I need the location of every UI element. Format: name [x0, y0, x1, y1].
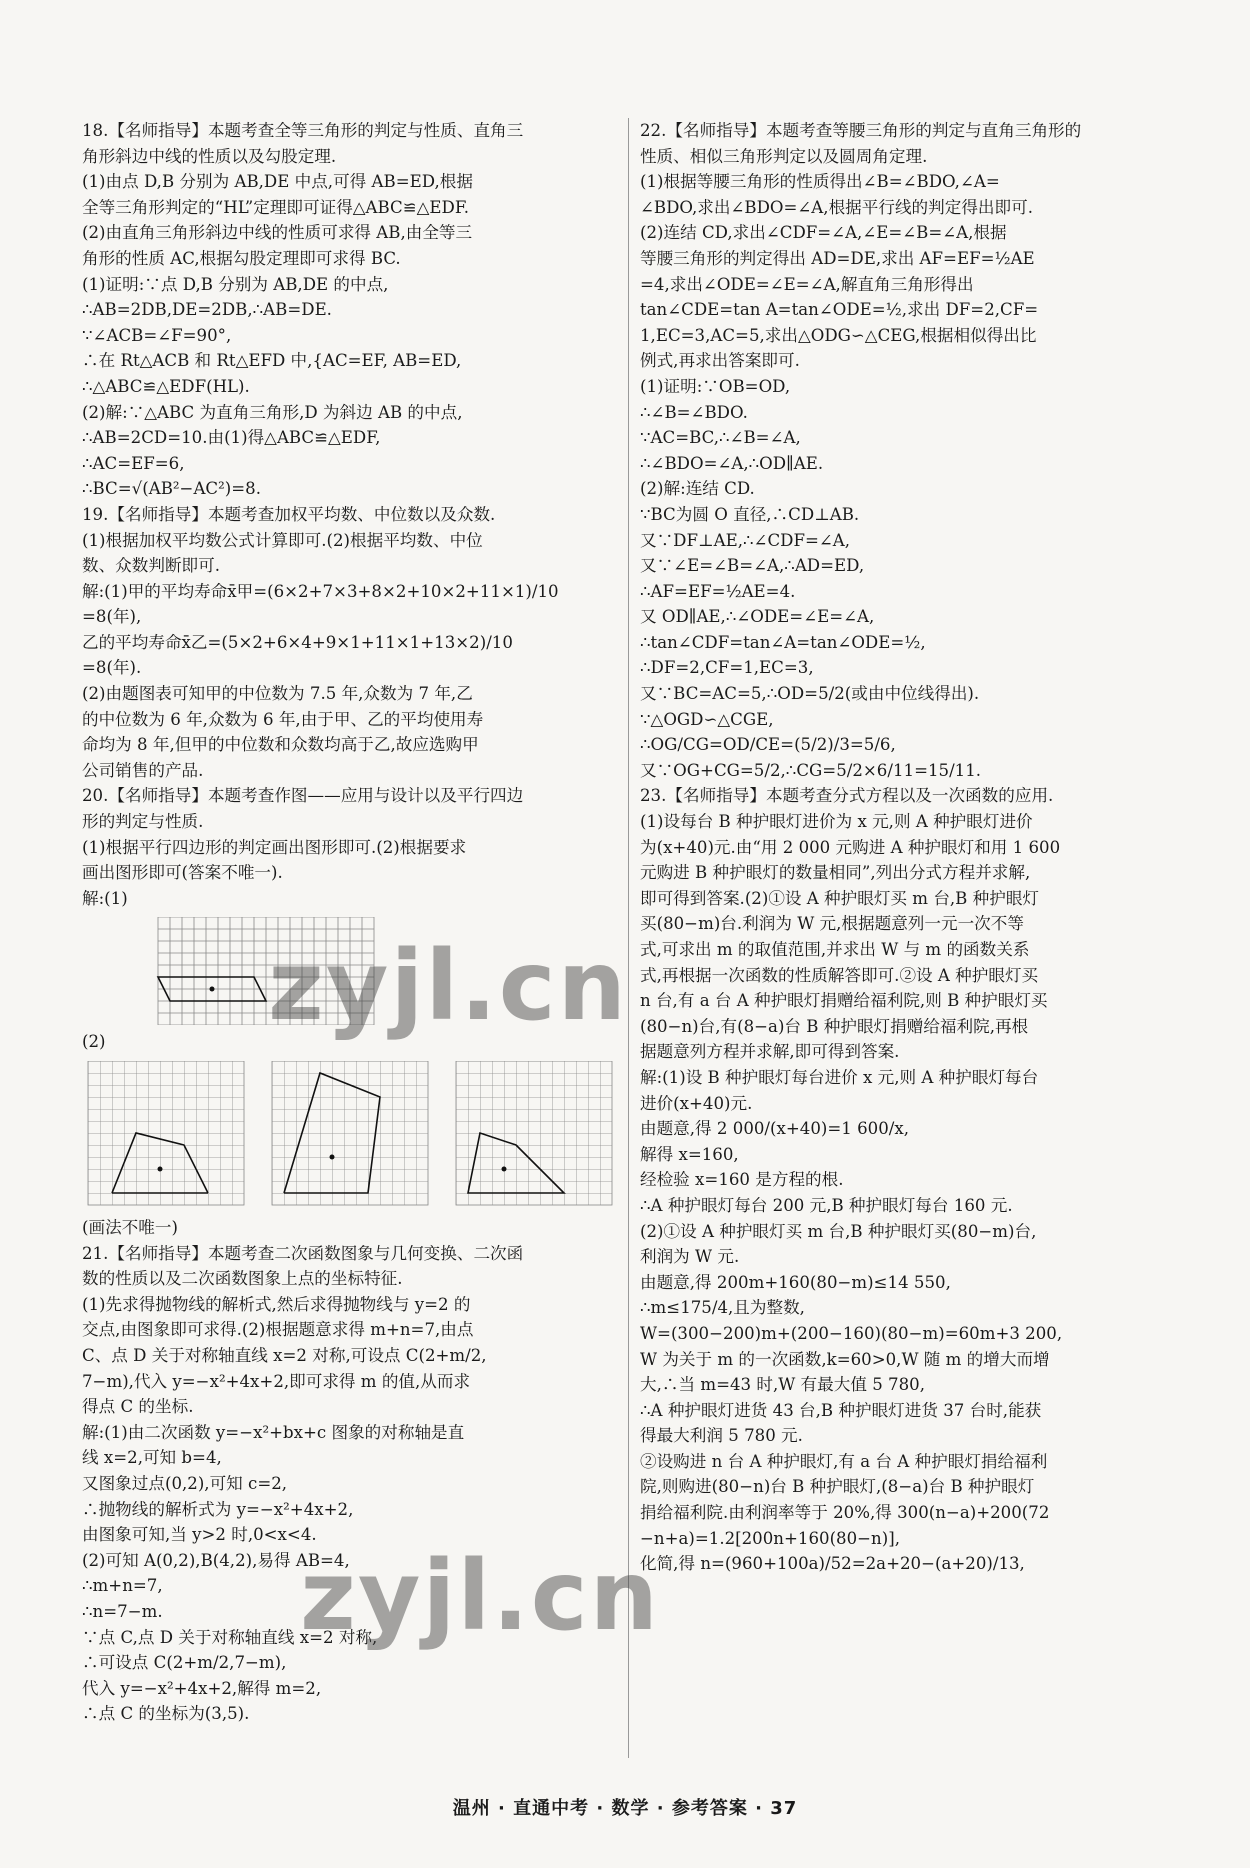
- text-line: 又∵BC=AC=5,∴OD=5/2(或由中位线得出).: [640, 684, 980, 704]
- text-line: (2)由题图表可知甲的中位数为 7.5 年,众数为 7 年,乙: [82, 684, 473, 704]
- text-line: ∴可设点 C(2+m/2,7−m),: [82, 1653, 287, 1673]
- question-20-part2-label: [82, 1029, 620, 1055]
- figure-20-part2: [82, 1061, 620, 1211]
- text-line: ∴BC=√(AB²−AC²)=8.: [82, 479, 261, 499]
- text-line: 1,EC=3,AC=5,求出△ODG∽△CEG,根据相似得出比: [640, 325, 1037, 345]
- text-line: 角形斜边中线的性质以及勾股定理.: [82, 146, 337, 166]
- question-20: [82, 783, 620, 911]
- text-line: 得点 C 的坐标.: [82, 1397, 194, 1417]
- text-line: ∴△ABC≌△EDF(HL).: [82, 376, 250, 396]
- text-line: 画出图形即可(答案不唯一).: [82, 863, 283, 883]
- text-line: 式,再根据一次函数的性质解答即可.②设 A 种护眼灯买: [640, 965, 1039, 985]
- text-line: (2)解:∵△ABC 为直角三角形,D 为斜边 AB 的中点,: [82, 402, 463, 422]
- text-line: 7−m),代入 y=−x²+4x+2,即可求得 m 的值,从而求: [82, 1371, 471, 1391]
- text-line: 据题意列方程并求解,即可得到答案.: [640, 1042, 900, 1062]
- text-line: 利润为 W 元.: [640, 1247, 740, 1267]
- text-line: (1)证明:∵点 D,B 分别为 AB,DE 的中点,: [82, 274, 389, 294]
- grid-figures-2: [82, 1061, 622, 1211]
- text-line: 形的判定与性质.: [82, 812, 204, 832]
- right-column: [640, 118, 1180, 1577]
- text-line: 为(x+40)元.由“用 2 000 元购进 A 种护眼灯和用 1 600: [640, 837, 1061, 857]
- text-line: (1)先求得抛物线的解析式,然后求得抛物线与 y=2 的: [82, 1294, 471, 1314]
- text-line: ∴AC=EF=6,: [82, 453, 185, 473]
- text-line: (画法不唯一): [82, 1218, 178, 1237]
- grid-b: [272, 1061, 428, 1205]
- text-line: 即可得到答案.(2)①设 A 种护眼灯买 m 台,B 种护眼灯: [640, 888, 1040, 908]
- grid-figure-1: [82, 917, 562, 1025]
- left-column: [82, 118, 620, 1727]
- text-line: 例式,再求出答案即可.: [640, 351, 800, 371]
- text-line: 公司销售的产品.: [82, 760, 204, 780]
- text-line: 化简,得 n=(960+100a)/52=2a+20−(a+20)/13,: [640, 1554, 1025, 1574]
- text-line: 代入 y=−x²+4x+2,解得 m=2,: [82, 1678, 322, 1698]
- text-line: 解得 x=160,: [640, 1144, 739, 1164]
- point-p: [210, 987, 215, 992]
- text-line: 23.【名师指导】本题考查分式方程以及一次函数的应用.: [640, 786, 1054, 806]
- text-line: (2): [82, 1032, 106, 1052]
- text-line: 交点,由图象即可求得.(2)根据题意求得 m+n=7,由点: [82, 1320, 474, 1340]
- watermark-top: zyjl.cn: [268, 930, 628, 1042]
- text-line: ∵点 C,点 D 关于对称轴直线 x=2 对称,: [82, 1627, 378, 1647]
- text-line: 的中位数为 6 年,众数为 6 年,由于甲、乙的平均使用寿: [82, 709, 484, 729]
- text-line: 22.【名师指导】本题考查等腰三角形的判定与直角三角形的: [640, 121, 1082, 140]
- text-line: 全等三角形判定的“HL”定理即可证得△ABC≌△EDF.: [82, 197, 470, 217]
- text-line: ∠BDO,求出∠BDO=∠A,根据平行线的判定得出即可.: [640, 197, 1033, 217]
- text-line: ∴n=7−m.: [82, 1601, 163, 1621]
- text-line: 19.【名师指导】本题考查加权平均数、中位数以及众数.: [82, 504, 496, 524]
- text-line: ②设购进 n 台 A 种护眼灯,有 a 台 A 种护眼灯捐给福利: [640, 1451, 1048, 1471]
- text-line: ∴∠B=∠BDO.: [640, 402, 748, 422]
- text-line: ∴∠BDO=∠A,∴OD∥AE.: [640, 453, 824, 473]
- text-line: 买(80−m)台.利润为 W 元,根据题意列一元一次不等: [640, 914, 1024, 934]
- text-line: (2)连结 CD,求出∠CDF=∠A,∠E=∠B=∠A,根据: [640, 223, 1007, 243]
- text-line: ∴AB=2CD=10.由(1)得△ABC≌△EDF,: [82, 428, 381, 448]
- text-line: ∴A 种护眼灯每台 200 元,B 种护眼灯每台 160 元.: [640, 1195, 1013, 1215]
- text-line: ∴A 种护眼灯进货 43 台,B 种护眼灯进货 37 台时,能获: [640, 1400, 1042, 1420]
- text-line: ∵△OGD∽△CGE,: [640, 709, 774, 729]
- text-line: 数的性质以及二次函数图象上点的坐标特征.: [82, 1269, 403, 1289]
- text-line: ∴在 Rt△ACB 和 Rt△EFD 中,{AC=EF, AB=ED,: [82, 351, 462, 371]
- question-20-note: [82, 1215, 620, 1241]
- question-18: [82, 118, 620, 502]
- text-line: 由题意,得 2 000/(x+40)=1 600/x,: [640, 1119, 909, 1139]
- text-line: tan∠CDE=tan A=tan∠ODE=½,求出 DF=2,CF=: [640, 300, 1039, 320]
- text-line: =8(年),: [82, 607, 142, 627]
- question-19: [82, 502, 620, 784]
- text-line: 21.【名师指导】本题考查二次函数图象与几何变换、二次函: [82, 1243, 524, 1263]
- text-line: ∴tan∠CDF=tan∠A=tan∠ODE=½,: [640, 632, 926, 652]
- text-line: ∵BC为圆 O 直径,∴CD⊥AB.: [640, 504, 860, 524]
- text-line: ∵AC=BC,∴∠B=∠A,: [640, 428, 801, 448]
- column-divider: [628, 118, 629, 1758]
- question-23: [640, 783, 1180, 1576]
- text-line: 角形的性质 AC,根据勾股定理即可求得 BC.: [82, 248, 401, 268]
- text-line: 又∵∠E=∠B=∠A,∴AD=ED,: [640, 556, 865, 576]
- text-line: =8(年).: [82, 658, 142, 678]
- text-line: 得最大利润 5 780 元.: [640, 1426, 803, 1446]
- text-line: (1)由点 D,B 分别为 AB,DE 中点,可得 AB=ED,根据: [82, 172, 473, 192]
- text-line: ∴DF=2,CF=1,EC=3,: [640, 658, 814, 678]
- text-line: (1)设每台 B 种护眼灯进价为 x 元,则 A 种护眼灯进价: [640, 812, 1033, 832]
- text-line: (1)根据加权平均数公式计算即可.(2)根据平均数、中位: [82, 530, 483, 550]
- text-line: 院,则购进(80−n)台 B 种护眼灯,(8−a)台 B 种护眼灯: [640, 1477, 1035, 1497]
- text-line: 命均为 8 年,但甲的中位数和众数均高于乙,故应选购甲: [82, 735, 479, 755]
- grid-lines: [158, 917, 374, 1025]
- text-line: 元购进 B 种护眼灯的数量相同”,列出分式方程并求解,: [640, 863, 1031, 883]
- page-footer: 温州 · 直通中考 · 数学 · 参考答案 · 37: [452, 1798, 798, 1819]
- text-line: n 台,有 a 台 A 种护眼灯捐赠给福利院,则 B 种护眼灯买: [640, 991, 1048, 1011]
- text-line: 由图象可知,当 y>2 时,0<x<4.: [82, 1525, 317, 1545]
- text-line: 又 OD∥AE,∴∠ODE=∠E=∠A,: [640, 607, 875, 627]
- text-line: (1)证明:∵OB=OD,: [640, 376, 791, 396]
- text-line: 数、众数判断即可.: [82, 556, 221, 576]
- text-line: 进价(x+40)元.: [640, 1093, 753, 1113]
- text-line: 又∵DF⊥AE,∴∠CDF=∠A,: [640, 530, 851, 550]
- text-line: (1)根据等腰三角形的性质得出∠B=∠BDO,∠A=: [640, 172, 1000, 192]
- text-line: 捐给福利院.由利润率等于 20%,得 300(n−a)+200(72: [640, 1503, 1050, 1523]
- question-22: [640, 118, 1180, 783]
- text-line: 等腰三角形的判定得出 AD=DE,求出 AF=EF=½AE: [640, 248, 1035, 268]
- text-line: (2)由直角三角形斜边中线的性质可求得 AB,由全等三: [82, 223, 473, 243]
- text-line: (80−n)台,有(8−a)台 B 种护眼灯捐赠给福利院,再根: [640, 1016, 1029, 1036]
- text-line: 式,可求出 m 的取值范围,并求出 W 与 m 的函数关系: [640, 940, 1030, 959]
- text-line: ∴m≤175/4,且为整数,: [640, 1298, 805, 1318]
- watermark-bottom: zyjl.cn: [300, 1540, 660, 1652]
- text-line: 性质、相似三角形判定以及圆周角定理.: [640, 146, 928, 166]
- text-line: ∴AF=EF=½AE=4.: [640, 581, 796, 601]
- text-line: 20.【名师指导】本题考查作图——应用与设计以及平行四边: [82, 786, 524, 806]
- text-line: 解:(1)甲的平均寿命x̄甲=(6×2+7×3+8×2+10×2+11×1)/10: [82, 581, 559, 601]
- text-line: ∴OG/CG=OD/CE=(5/2)/3=5/6,: [640, 735, 896, 755]
- question-21: [82, 1241, 620, 1727]
- text-line: 解:(1): [82, 888, 128, 908]
- figure-20-part1: [82, 917, 620, 1025]
- text-line: W 为关于 m 的一次函数,k=60>0,W 随 m 的增大而增: [640, 1349, 1050, 1369]
- text-line: 又∵OG+CG=5/2,∴CG=5/2×6/11=15/11.: [640, 760, 982, 780]
- grid-c: [456, 1061, 612, 1205]
- text-line: 又图象过点(0,2),可知 c=2,: [82, 1473, 288, 1493]
- text-line: C、点 D 关于对称轴直线 x=2 对称,可设点 C(2+m/2,: [82, 1345, 487, 1365]
- text-line: ∴抛物线的解析式为 y=−x²+4x+2,: [82, 1499, 354, 1519]
- text-line: 18.【名师指导】本题考查全等三角形的判定与性质、直角三: [82, 121, 524, 140]
- text-line: 大,∴当 m=43 时,W 有最大值 5 780,: [640, 1375, 925, 1395]
- text-line: 经检验 x=160 是方程的根.: [640, 1170, 844, 1190]
- text-line: 解:(1)设 B 种护眼灯每台进价 x 元,则 A 种护眼灯每台: [640, 1067, 1039, 1087]
- text-line: ∴m+n=7,: [82, 1576, 163, 1596]
- text-line: (1)根据平行四边形的判定画出图形即可.(2)根据要求: [82, 837, 467, 857]
- text-line: ∵∠ACB=∠F=90°,: [82, 325, 232, 345]
- text-line: 线 x=2,可知 b=4,: [82, 1448, 222, 1468]
- text-line: W=(300−200)m+(200−160)(80−m)=60m+3 200,: [640, 1323, 1063, 1343]
- grid-a: [88, 1061, 244, 1205]
- text-line: 乙的平均寿命x̄乙=(5×2+6×4+9×1+11×1+13×2)/10: [82, 632, 513, 652]
- text-line: ∴点 C 的坐标为(3,5).: [82, 1704, 250, 1724]
- text-line: ∴AB=2DB,DE=2DB,∴AB=DE.: [82, 300, 332, 320]
- text-line: (2)解:连结 CD.: [640, 479, 755, 499]
- text-line: 由题意,得 200m+160(80−m)≤14 550,: [640, 1272, 951, 1292]
- text-line: (2)①设 A 种护眼灯买 m 台,B 种护眼灯买(80−m)台,: [640, 1221, 1037, 1241]
- text-line: −n+a)=1.2[200n+160(80−n)],: [640, 1528, 900, 1548]
- text-line: =4,求出∠ODE=∠E=∠A,解直角三角形得出: [640, 274, 974, 294]
- text-line: 解:(1)由二次函数 y=−x²+bx+c 图象的对称轴是直: [82, 1422, 465, 1442]
- text-line: (2)可知 A(0,2),B(4,2),易得 AB=4,: [82, 1550, 350, 1570]
